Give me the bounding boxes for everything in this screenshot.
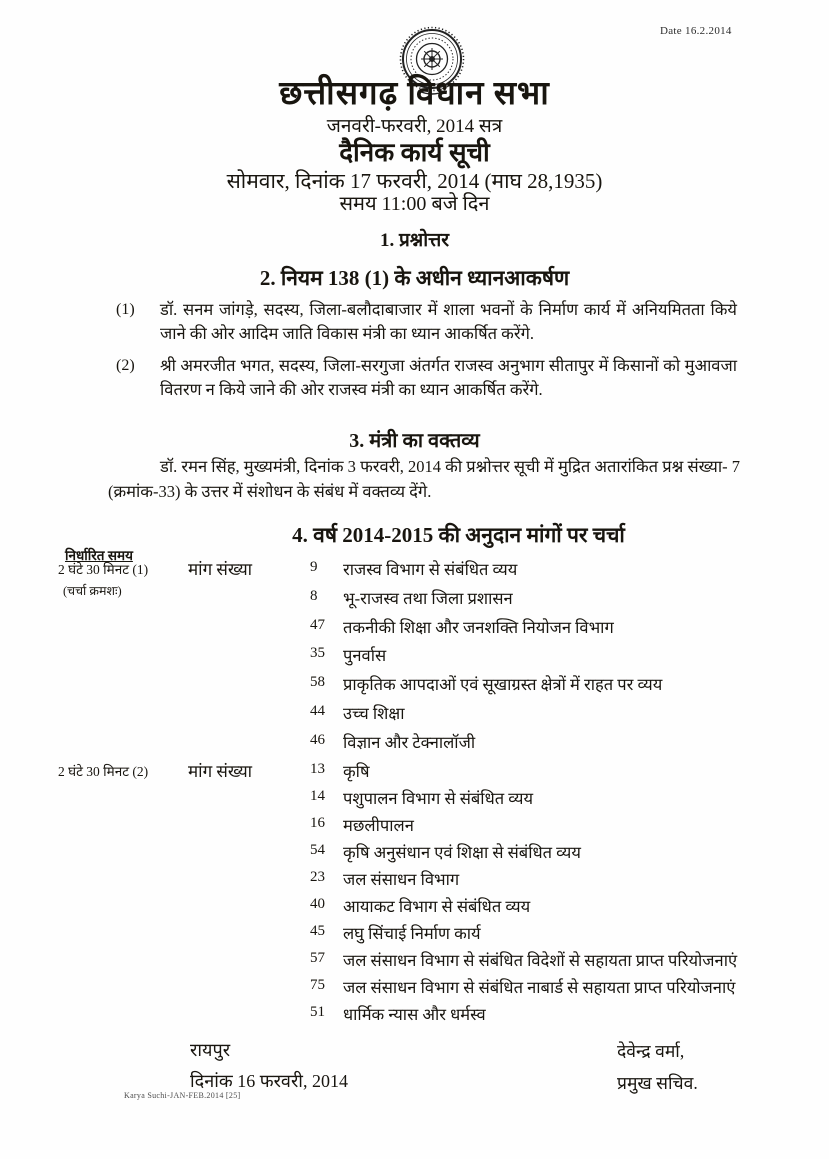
demand-title: कृषि अनुसंधान एवं शिक्षा से संबंधित व्यय [343, 842, 581, 862]
table-row [58, 672, 800, 701]
sitting-time: समय 11:00 बजे दिन [339, 193, 490, 215]
session-line: जनवरी-फरवरी, 2014 सत्र [326, 116, 503, 137]
stamp-date: Date 16.2.2014 [660, 25, 732, 37]
attention-item [0, 354, 829, 402]
print-reference: Karya Suchi-JAN-FEB.2014 [25] [124, 1091, 241, 1100]
demand-number: 14 [310, 787, 325, 804]
demand-number: 46 [310, 731, 325, 748]
section3-paragraph: डॉ. रमन सिंह, मुख्यमंत्री, दिनांक 3 फरवरी, 2014 की प्रश्नोत्तर सूची में मुद्रित अतारांकित प्रश्न संख्या- 7 (क्रमांक-33) के उत्तर में संशोधन के संबंध में वक्तव्य देंगे. [108, 457, 740, 501]
signatory-title: प्रमुख सचिव. [617, 1073, 698, 1093]
demand-number: 40 [310, 895, 325, 912]
masthead [0, 76, 829, 216]
demand-title: कृषि [343, 761, 370, 781]
table-row [58, 701, 800, 730]
demand-number: 51 [310, 1003, 325, 1020]
demand-title: राजस्व विभाग से संबंधित व्यय [343, 560, 518, 579]
table-row [58, 1002, 800, 1029]
time-value: 2 घंटे 30 मिनट (2) [58, 763, 149, 779]
attention-item [0, 298, 829, 346]
time-cell [58, 557, 188, 599]
signatory-block [617, 1035, 698, 1099]
time-cell [58, 759, 188, 780]
demand-title: उच्च शिक्षा [343, 703, 405, 723]
assembly-title: छत्तीसगढ़ विधान सभा [279, 76, 550, 112]
demand-number: 16 [310, 814, 325, 831]
table-row [58, 948, 800, 975]
demand-label: मांग संख्या [188, 560, 253, 579]
table-row [58, 643, 800, 672]
footer-date: दिनांक 16 फरवरी, 2014 [190, 1071, 348, 1091]
demand-number: 44 [310, 702, 325, 719]
item-text: श्री अमरजीत भगत, सदस्य, जिला-सरगुजा अंतर्गत राजस्व अनुभाग सीतापुर में किसानों को मुआवजा वितरण न किये जाने की ओर राजस्व मंत्री का ध्यान आकर्षित करेंगे. [160, 356, 737, 399]
demand-title: तकनीकी शिक्षा और जनशक्ति नियोजन विभाग [343, 617, 614, 637]
table-row [58, 813, 800, 840]
table-row [58, 786, 800, 813]
demand-number: 45 [310, 922, 325, 939]
demand-title: धार्मिक न्यास और धर्मस्व [343, 1004, 486, 1024]
demand-title: भू-राजस्व तथा जिला प्रशासन [343, 588, 513, 608]
document-title: दैनिक कार्य सूची [339, 138, 490, 167]
demand-title: पुनर्वास [343, 646, 387, 666]
table-row [58, 840, 800, 867]
demand-number: 75 [310, 976, 325, 993]
table-row [58, 615, 800, 644]
table-row [58, 867, 800, 894]
demand-number: 8 [310, 587, 318, 604]
time-note: (चर्चा क्रमशः) [63, 584, 122, 598]
table-row [58, 894, 800, 921]
demand-title: पशुपालन विभाग से संबंधित व्यय [343, 788, 534, 808]
section2-items [0, 298, 829, 410]
demand-number: 47 [310, 616, 325, 633]
demand-title: मछलीपालन [343, 815, 414, 835]
demand-number: 35 [310, 645, 325, 662]
table-row [58, 921, 800, 948]
demand-title: विज्ञान और टेक्नालॉजी [343, 732, 476, 752]
section4-heading: 4. वर्ष 2014-2015 की अनुदान मांगों पर चर्चा [292, 523, 625, 547]
table-row [58, 730, 800, 759]
demand-list [58, 557, 800, 1029]
footer-place-date [190, 1035, 348, 1097]
allotted-time-header: निर्धारित समय [65, 548, 133, 563]
demand-number: 23 [310, 868, 325, 885]
table-row [58, 759, 800, 786]
demand-title: जल संसाधन विभाग से संबंधित विदेशों से सहायता प्राप्त परियोजनाएं [343, 950, 738, 970]
section1-heading: 1. प्रश्नोत्तर [379, 230, 450, 251]
signatory-name: देवेन्द्र वर्मा, [617, 1041, 685, 1061]
sitting-date: सोमवार, दिनांक 17 फरवरी, 2014 (माघ 28,1935) [226, 169, 603, 193]
demand-number: 54 [310, 841, 325, 858]
demand-title: आयाकट विभाग से संबंधित व्यय [343, 896, 531, 916]
item-number: (1) [116, 301, 135, 318]
section2-heading: 2. नियम 138 (1) के अधीन ध्यानआकर्षण [259, 266, 570, 290]
demand-title: जल संसाधन विभाग से संबंधित नाबार्ड से सहायता प्राप्त परियोजनाएं [343, 977, 736, 997]
demand-label: मांग संख्या [188, 761, 253, 781]
footer-place: रायपुर [190, 1040, 231, 1060]
section3-heading: 3. मंत्री का वक्तव्य [349, 430, 480, 452]
time-value: 2 घंटे 30 मिनट (1) [58, 562, 149, 577]
item-number: (2) [116, 357, 135, 374]
demand-number: 13 [310, 760, 325, 777]
demand-title: प्राकृतिक आपदाओं एवं सूखाग्रस्त क्षेत्रों में राहत पर व्यय [343, 675, 663, 695]
demand-number: 57 [310, 949, 325, 966]
demand-number: 58 [310, 674, 325, 691]
demand-number: 9 [310, 559, 318, 575]
item-text: डॉ. सनम जांगड़े, सदस्य, जिला-बलौदाबाजार में शाला भवनों के निर्माण कार्य में अनियमितता किये जाने की ओर आदिम जाति विकास मंत्री का ध्यान आकर्षित करेंगे. [160, 300, 737, 343]
demand-title: लघु सिंचाई निर्माण कार्य [343, 923, 481, 943]
table-row [58, 975, 800, 1002]
demand-title: जल संसाधन विभाग [343, 869, 460, 889]
